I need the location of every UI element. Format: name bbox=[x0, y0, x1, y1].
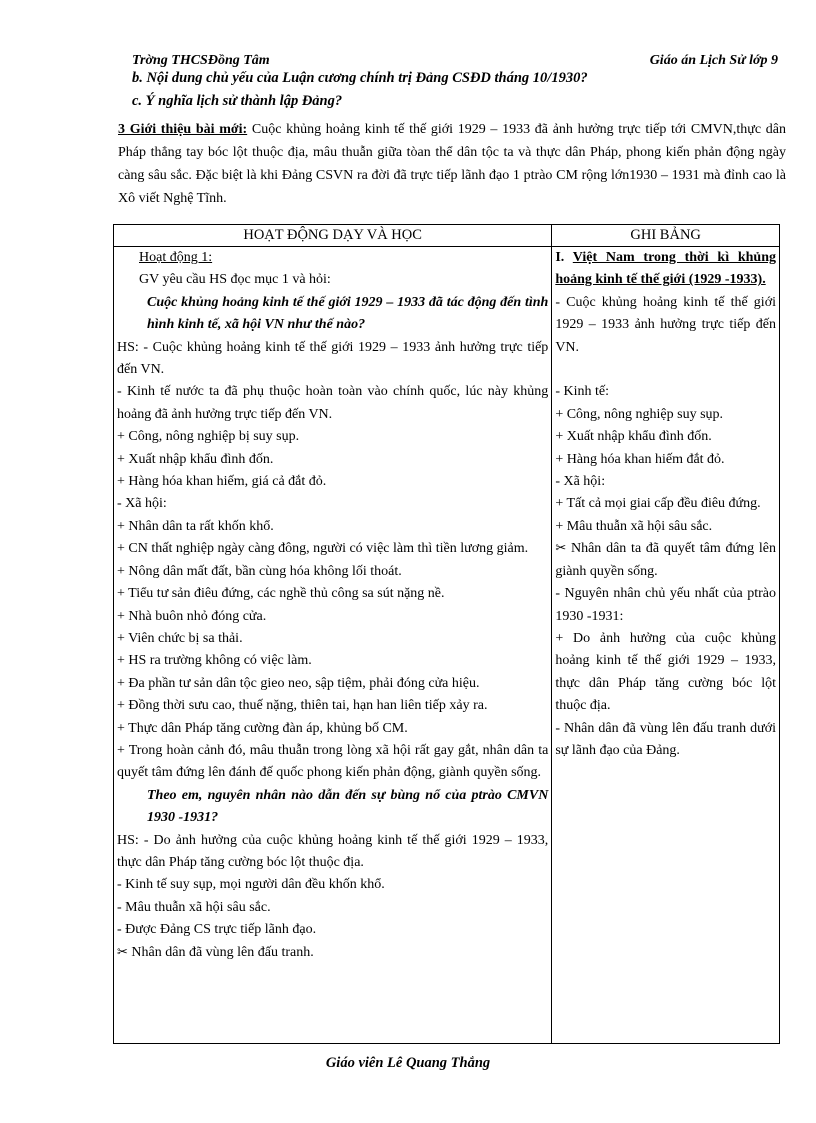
intro-label: 3 Giới thiệu bài mới: bbox=[118, 122, 248, 137]
answer2-line: - Kinh tế suy sụp, mọi người dân đều khốn khổ. bbox=[117, 877, 385, 893]
note-line: - Cuộc khủng hoảng kinh tế thế giới 1929 – 1933 ảnh hưởng trực tiếp đến VN. bbox=[555, 294, 776, 355]
note-line: - Xã hội: bbox=[555, 474, 606, 490]
answer-line: + HS ra trường không có việc làm. bbox=[117, 653, 312, 669]
activity-title: Hoạt động 1: bbox=[139, 250, 213, 265]
scissors-icon: ✂ bbox=[555, 541, 567, 557]
teacher-signature: Giáo viên Lê Quang Thắng bbox=[325, 1055, 491, 1071]
header-activities: HOẠT ĐỘNG DẠY VÀ HỌC bbox=[114, 225, 552, 247]
answer-line: + Trong hoàn cảnh đó, mâu thuẫn trong lòng xã hội rất gay gắt, nhân dân ta quyết tâm đứng lên đánh đế quốc phong kiến phản động, giành quyền sống. bbox=[117, 742, 549, 781]
answer2-line: - Mâu thuẫn xã hội sâu sắc. bbox=[117, 899, 271, 915]
note-line: + Xuất nhập khẩu đình đốn. bbox=[555, 429, 712, 445]
answer-line: + Thực dân Pháp tăng cường đàn áp, khủng bố CM. bbox=[117, 720, 408, 736]
answer-intro: HS: - Cuộc khủng hoảng kinh tế thế giới 1929 – 1933 ảnh hưởng trực tiếp đến VN. bbox=[117, 339, 549, 378]
answer-line: + Tiểu tư sản điêu đứng, các nghề thủ công sa sút nặng nề. bbox=[117, 586, 445, 602]
note-line-blank bbox=[555, 359, 776, 381]
answer-line: + Đa phần tư sản dân tộc gieo neo, sập tiệm, phải đóng cửa hiệu. bbox=[117, 675, 480, 691]
answer-line: - Kinh tế nước ta đã phụ thuộc hoàn toàn vào chính quốc, lúc này khủng hoảng đã ảnh hưởng trực tiếp đến VN. bbox=[117, 384, 549, 422]
header-board-notes: GHI BẢNG bbox=[552, 225, 780, 247]
note-line: + Công, nông nghiệp suy sụp. bbox=[555, 406, 724, 422]
board-notes-cell bbox=[552, 247, 780, 1044]
question-2: Theo em, nguyên nhân nào dẫn đến sự bùng nổ của ptrào CMVN 1930 -1931? bbox=[147, 787, 549, 826]
teacher-instruction: GV yêu cầu HS đọc mục 1 và hỏi: bbox=[139, 272, 331, 288]
answer-line: + Viên chức bị sa thải. bbox=[117, 630, 243, 646]
note-line: + Do ảnh hưởng của cuộc khủng hoảng kinh tế thế giới 1929 – 1933, thực dân Pháp tăng cường bóc lột thuộc địa. bbox=[555, 630, 776, 714]
section-number: I. bbox=[555, 250, 565, 265]
answer-line: + Hàng hóa khan hiếm, giá cả đắt đỏ. bbox=[117, 474, 327, 490]
answer-line: + Đồng thời sưu cao, thuế nặng, thiên tai, hạn han liên tiếp xảy ra. bbox=[117, 698, 488, 714]
subject-title: Giáo án Lịch Sử lớp 9 bbox=[649, 53, 778, 68]
note-line: - Nhân dân đã vùng lên đấu tranh dưới sự lãnh đạo của Đảng. bbox=[555, 720, 776, 758]
answer-line: + Nhân dân ta rất khốn khổ. bbox=[117, 518, 274, 534]
school-name: Trờng THCSĐồng Tâm bbox=[132, 53, 270, 68]
answer-line: - Xã hội: bbox=[117, 496, 167, 512]
note-scissor-line: Nhân dân ta đã quyết tâm đứng lên giành quyền sống. bbox=[555, 541, 776, 579]
answer-line: + Xuất nhập khẩu đình đốn. bbox=[117, 451, 274, 467]
review-question-b: b. Nội dung chủ yếu của Luận cương chính trị Đảng CSĐD tháng 10/1930? bbox=[132, 70, 588, 86]
section-title: Việt Nam trong thời kì khủng hoảng kinh tế thế giới (1929 -1933). bbox=[555, 250, 777, 288]
answer2-line: - Được Đảng CS trực tiếp lãnh đạo. bbox=[117, 922, 317, 938]
note-line: + Hàng hóa khan hiếm đắt đỏ. bbox=[555, 451, 725, 467]
answer-line: + Nông dân mất đất, bần cùng hóa không lối thoát. bbox=[117, 563, 402, 579]
scissors-icon: ✂ bbox=[117, 944, 128, 960]
answer-line: + Nhà buôn nhỏ đóng cửa. bbox=[117, 608, 267, 624]
lesson-table bbox=[113, 224, 780, 1044]
note-line: + Tất cả mọi giai cấp đều điêu đứng. bbox=[555, 496, 761, 512]
answer-line: + CN thất nghiệp ngày càng đông, người có việc làm thì tiền lương giảm. bbox=[117, 541, 529, 557]
review-question-c: c. Ý nghĩa lịch sử thành lập Đảng? bbox=[132, 93, 343, 109]
answer2-last-line: Nhân dân đã vùng lên đấu tranh. bbox=[127, 944, 314, 960]
activities-cell bbox=[114, 247, 552, 1044]
note-line: - Nguyên nhân chủ yếu nhất của ptrào 1930 -1931: bbox=[555, 586, 776, 624]
lesson-intro bbox=[118, 118, 786, 210]
question-1: Cuộc khủng hoảng kinh tế thế giới 1929 – 1933 đã tác động đến tình hình kinh tế, xã hội VN như thế nào? bbox=[147, 294, 549, 333]
answer2-line: HS: - Do ảnh hưởng của cuộc khủng hoảng kinh tế thế giới 1929 – 1933, thực dân Pháp tăng cường bóc lột thuộc địa. bbox=[117, 832, 549, 870]
note-line: + Mâu thuẫn xã hội sâu sắc. bbox=[555, 518, 713, 534]
note-line: - Kinh tế: bbox=[555, 384, 609, 400]
intro-text: Cuộc khủng hoảng kinh tế thế giới 1929 – 1933 đã ảnh hưởng trực tiếp tới CMVN,thực dân Pháp thẳng tay bóc lột thuộc địa, mâu thuẫn giữa tòan thể dân tộc ta và thực dân Pháp, phong kiến phản động ngày càng sâu sắc. Đặc biệt là khi Đảng CSVN ra đời đã trực tiếp lãnh đạo 1 ptrào CM rộng lớn1930 – 1931 mà đỉnh cao là Xô viết Nghệ Tĩnh. bbox=[118, 122, 787, 206]
answer-line: + Công, nông nghiệp bị suy sụp. bbox=[117, 429, 300, 445]
